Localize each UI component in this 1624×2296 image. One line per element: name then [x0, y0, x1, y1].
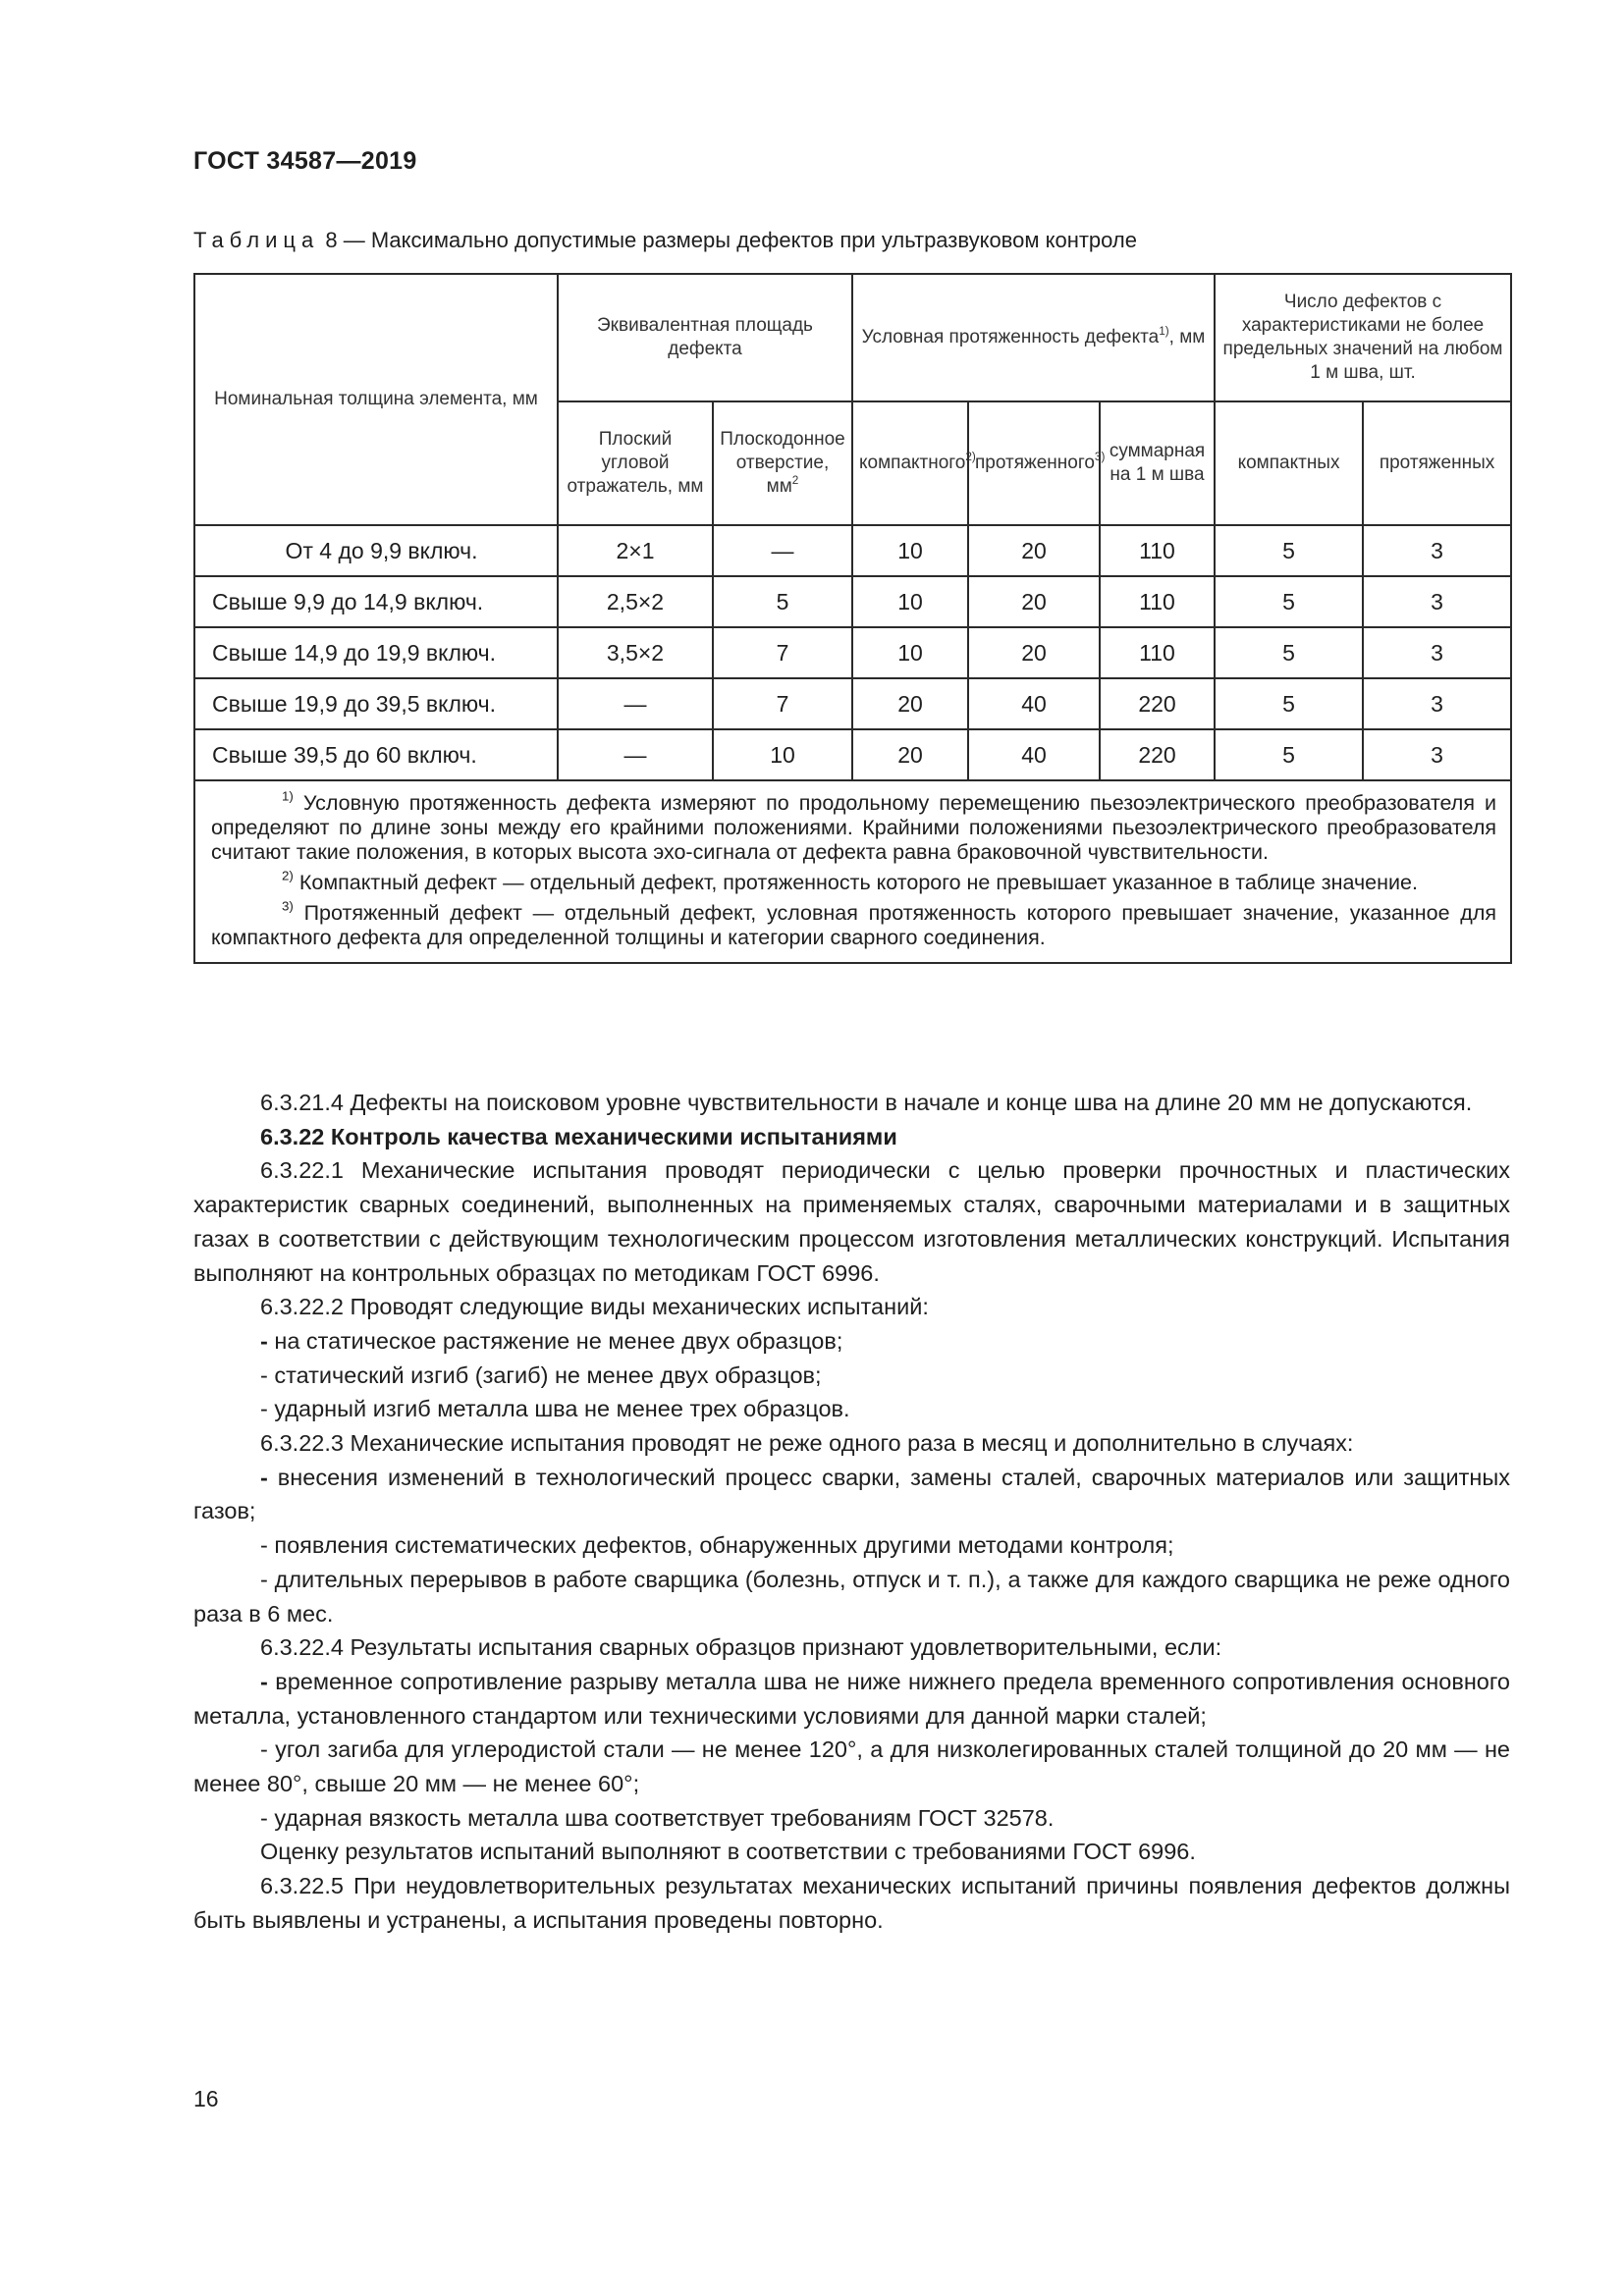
table-caption-prefix: Таблица [193, 228, 320, 252]
header-conditional-length [852, 274, 1215, 401]
list-item [193, 1665, 1510, 1733]
cell-flat-bottom: — [713, 525, 852, 576]
paragraph-6-3-22-3: 6.3.22.3 Механические испытания проводят не реже одного раза в месяц и дополнительно в случаях: [260, 1430, 1354, 1457]
page-number: 16 [193, 2086, 219, 2111]
list-item-text: внесения изменений в технологический процесс сварки, замены сталей, сварочных материалов или защитных газов; [193, 1464, 1510, 1524]
footnote-2 [211, 868, 1496, 895]
cell-count-extended: 3 [1363, 576, 1511, 627]
paragraph-6-3-22-2: 6.3.22.2 Проводят следующие виды механических испытаний: [260, 1294, 929, 1320]
header-equivalent-area: Эквивалентная площадь дефекта [558, 274, 852, 401]
list-dash: - [260, 1327, 268, 1354]
list-item: - ударная вязкость металла шва соответствует требованиям ГОСТ 32578. [260, 1804, 1055, 1831]
footnote-3 [211, 898, 1497, 950]
cell-count-compact: 5 [1215, 525, 1363, 576]
cell-count-extended: 3 [1363, 525, 1511, 576]
row-label: Свыше 9,9 до 14,9 включ. [194, 576, 558, 627]
header-total: суммарная на 1 м шва [1100, 401, 1215, 525]
paragraph-evaluation: Оценку результатов испытаний выполняют в соответствии с требованиями ГОСТ 6996. [260, 1839, 1196, 1865]
section-heading-6-3-22: 6.3.22 Контроль качества механическими испытаниями [260, 1123, 897, 1149]
cell-flat-corner: 3,5×2 [558, 627, 713, 678]
footnote-ref-1: 1) [1159, 324, 1169, 338]
header-conditional-length-text: Условная протяженность дефекта [861, 327, 1160, 347]
cell-extended-length: 20 [968, 576, 1100, 627]
header-defect-count: Число дефектов с характеристиками не более предельных значений на любом 1 м шва, шт. [1215, 274, 1511, 401]
cell-extended-length: 40 [968, 729, 1100, 780]
list-item: - длительных перерывов в работе сварщика (болезнь, отпуск и т. п.), а также для каждого сварщика не реже одного раза в 6 мес. [193, 1566, 1510, 1627]
cell-flat-bottom: 5 [713, 576, 852, 627]
paragraph-6-3-22-1: 6.3.22.1 Механические испытания проводят периодически с целью проверки прочностных и пластических характеристик сварных соединений, выполненных на применяемых сталях, сварочными материалами и в защитных газах в соответствии с действующим технологическим процессом изготовления металлических конструкций. Испытания выполняют на контрольных образцах по методикам ГОСТ 6996. [193, 1157, 1510, 1286]
table-caption [193, 228, 1137, 253]
list-item-text: временное сопротивление разрыву металла шва не ниже нижнего предела временного сопротивления основного металла, установленного стандартом или техническими условиями для данной марки сталей; [193, 1668, 1510, 1729]
header-count-extended: протяженных [1363, 401, 1511, 525]
header-flat-bottom-text: Плоскодонное отверстие, мм [720, 429, 845, 497]
cell-flat-corner: — [558, 729, 713, 780]
cell-extended-length: 20 [968, 525, 1100, 576]
table-row [194, 576, 1511, 627]
list-item: - статический изгиб (загиб) не менее двух образцов; [260, 1362, 822, 1388]
header-extended-text: протяженного [975, 453, 1095, 473]
cell-count-extended: 3 [1363, 729, 1511, 780]
list-dash: - [260, 1668, 268, 1694]
row-label: Свыше 14,9 до 19,9 включ. [194, 627, 558, 678]
cell-count-extended: 3 [1363, 678, 1511, 729]
footnote-text: Протяженный дефект — отдельный дефект, условная протяженность которого превышает значение, указанное для компактного дефекта для определенной толщины и категории сварного соединения. [211, 901, 1497, 949]
table-row [194, 525, 1511, 576]
cell-total-length: 110 [1100, 627, 1215, 678]
cell-count-compact: 5 [1215, 627, 1363, 678]
cell-compact-length: 20 [852, 729, 968, 780]
list-item: - угол загиба для углеродистой стали — не менее 120°, а для низколегированных сталей толщиной до 20 мм — не менее 80°, свыше 20 мм — не менее 60°; [193, 1736, 1510, 1797]
footnote-text: Условную протяженность дефекта измеряют по продольному перемещению пьезоэлектрического преобразователя и определяют по длине зоны между его крайними положениями. Крайними положениями пьезоэлектрического преобразователя считают такие положения, в которых высота эхо-сигнала от дефекта равна браковочной чувствительности. [211, 791, 1497, 864]
cell-compact-length: 10 [852, 576, 968, 627]
header-thickness: Номинальная толщина элемента, мм [194, 274, 558, 525]
cell-total-length: 110 [1100, 525, 1215, 576]
table-row [194, 627, 1511, 678]
paragraph-6-3-21-4: 6.3.21.4 Дефекты на поисковом уровне чувствительности в начале и конце шва на длине 20 мм не допускаются. [260, 1090, 1473, 1115]
list-item: - появления систематических дефектов, обнаруженных другими методами контроля; [260, 1532, 1174, 1559]
header-conditional-length-unit: , мм [1168, 327, 1206, 347]
cell-count-compact: 5 [1215, 678, 1363, 729]
header-flat-bottom-sup: 2 [791, 473, 799, 487]
footnote-mark: 2) [282, 868, 294, 883]
row-label: Свыше 19,9 до 39,5 включ. [194, 678, 558, 729]
header-compact [852, 401, 976, 525]
footnote-ref-2: 2) [965, 450, 976, 463]
list-dash: - [260, 1464, 268, 1490]
cell-total-length: 110 [1100, 576, 1215, 627]
footnote-mark: 1) [282, 788, 294, 804]
list-item-text: на статическое растяжение не менее двух образцов; [267, 1327, 843, 1354]
cell-count-extended: 3 [1363, 627, 1511, 678]
cell-extended-length: 20 [968, 627, 1100, 678]
table-caption-text: 8 — Максимально допустимые размеры дефектов при ультразвуковом контроле [325, 228, 1137, 252]
row-label: Свыше 39,5 до 60 включ. [194, 729, 558, 780]
table-row [194, 729, 1511, 780]
header-flat-corner-reflector: Плоский угловой отражатель, мм [558, 401, 713, 525]
footnote-1 [211, 788, 1497, 865]
footnote-ref-3: 3) [1094, 450, 1106, 463]
cell-compact-length: 20 [852, 678, 968, 729]
cell-count-compact: 5 [1215, 729, 1363, 780]
cell-count-compact: 5 [1215, 576, 1363, 627]
paragraph-6-3-22-4: 6.3.22.4 Результаты испытания сварных образцов признают удовлетворительными, если: [260, 1634, 1222, 1661]
header-count-compact: компактных [1215, 401, 1363, 525]
footnote-text: Компактный дефект — отдельный дефект, протяженность которого не превышает указанное в таблице значение. [293, 871, 1418, 894]
cell-compact-length: 10 [852, 627, 968, 678]
table-row [194, 678, 1511, 729]
cell-total-length: 220 [1100, 729, 1215, 780]
cell-flat-bottom: 7 [713, 627, 852, 678]
defects-table [193, 273, 1512, 964]
cell-flat-bottom: 7 [713, 678, 852, 729]
list-item [193, 1324, 1510, 1359]
row-label: От 4 до 9,9 включ. [194, 525, 558, 576]
header-extended [968, 401, 1106, 525]
cell-flat-corner: — [558, 678, 713, 729]
cell-total-length: 220 [1100, 678, 1215, 729]
cell-extended-length: 40 [968, 678, 1100, 729]
paragraph-6-3-22-5: 6.3.22.5 При неудовлетворительных результатах механических испытаний причины появления дефектов должны быть выявлены и устранены, а испытания проведены повторно. [193, 1873, 1510, 1933]
list-item [193, 1461, 1510, 1528]
cell-compact-length: 10 [852, 525, 968, 576]
footnote-mark: 3) [282, 898, 294, 914]
document-header: ГОСТ 34587—2019 [193, 147, 417, 175]
cell-flat-corner: 2,5×2 [558, 576, 713, 627]
table-footnotes [194, 780, 1511, 963]
list-item: - ударный изгиб металла шва не менее трех образцов. [260, 1396, 850, 1422]
cell-flat-corner: 2×1 [558, 525, 713, 576]
cell-flat-bottom: 10 [713, 729, 852, 780]
header-compact-text: компактного [859, 453, 966, 473]
body-text [193, 1086, 1510, 1938]
header-flat-bottom-hole [713, 401, 852, 525]
